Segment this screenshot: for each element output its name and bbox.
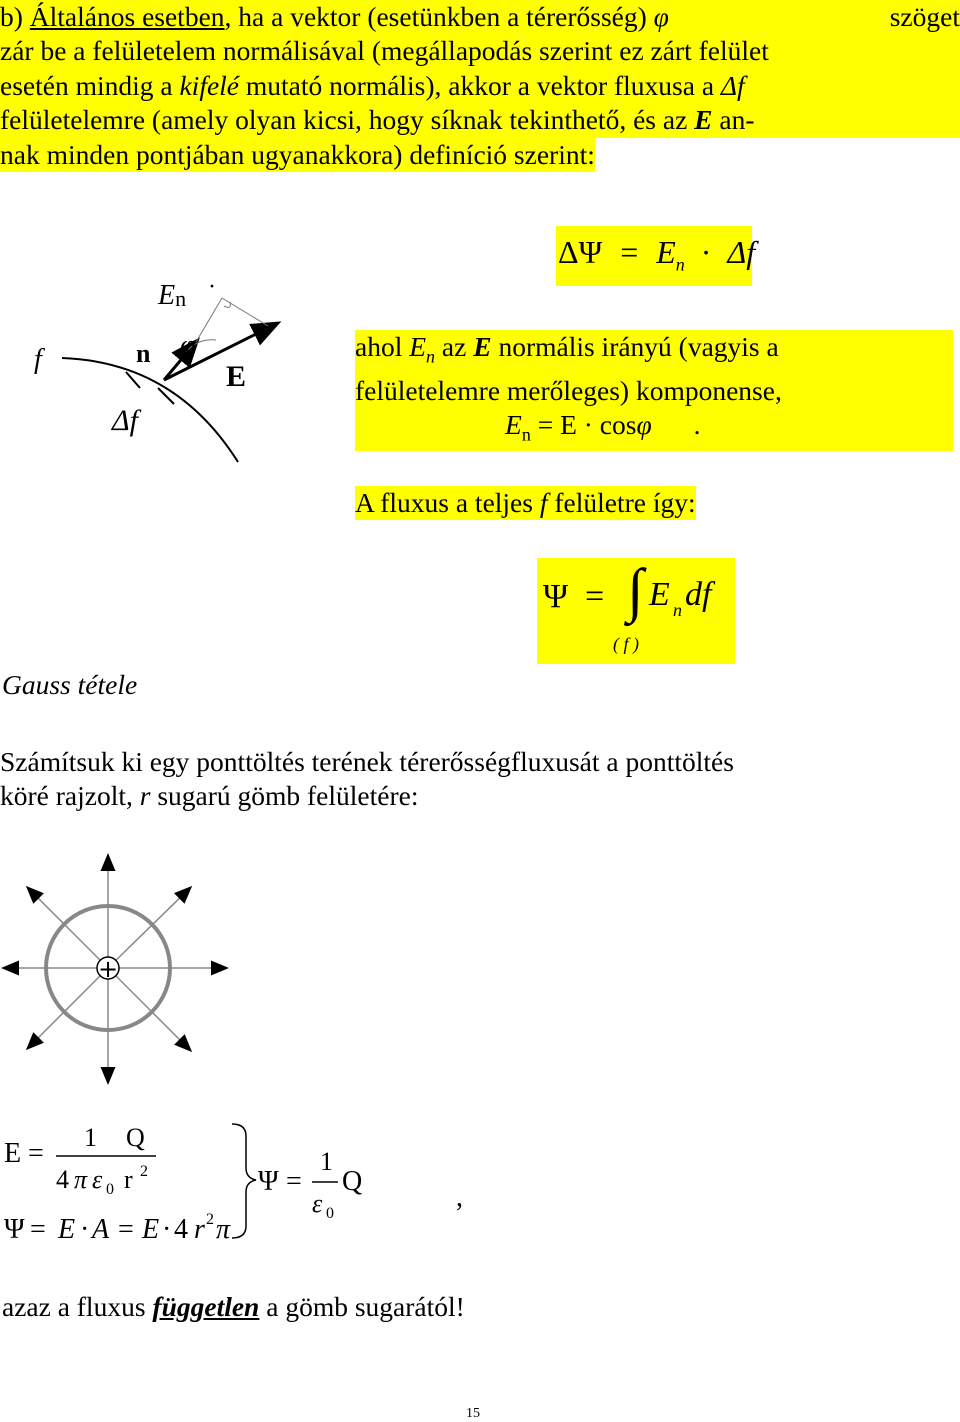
label-e: E <box>226 360 247 393</box>
label-dot: · <box>208 274 216 300</box>
ahol-line-1: ahol $E_n$ az E normális irányú (vagyis a <box>355 330 953 374</box>
gauss-title: Gauss tétele <box>2 669 138 700</box>
label-en: En <box>158 280 187 311</box>
svg-text:Ψ: Ψ <box>4 1214 25 1245</box>
svg-text:4: 4 <box>174 1214 188 1245</box>
svg-text:A: A <box>92 1214 110 1245</box>
field-line-up-left <box>28 888 108 968</box>
normal-extension-line <box>196 298 222 342</box>
sphere-line-1: Számítsuk ki egy ponttöltés terének térerősségfluxusát a ponttöltés <box>0 746 734 777</box>
ahol-paragraph <box>355 330 953 451</box>
conclusion-line: azaz a fluxus független a gömb sugarától! <box>2 1291 465 1322</box>
equation-psi-integral: Ψ = ∫ E n df ( f ) <box>537 558 735 664</box>
gauss-derivation-equations <box>0 1110 520 1250</box>
tick-mark-2 <box>158 388 174 404</box>
svg-text:0: 0 <box>106 1181 114 1198</box>
svg-text:E: E <box>58 1214 76 1245</box>
intro-paragraph <box>0 0 960 172</box>
svg-text:E: E <box>4 1138 22 1169</box>
ahol-line-3: $E_n = E \cdot \cos\varphi$ . <box>355 408 953 452</box>
svg-text:0: 0 <box>326 1205 334 1222</box>
svg-text:ε: ε <box>312 1189 323 1218</box>
intro-line-3: esetén mindig a kifelé mutató normális), akkor a vektor fluxusa a Δf <box>0 69 960 103</box>
svg-text:·: · <box>80 1214 90 1245</box>
surface-element-diagram <box>0 250 340 480</box>
svg-text:Q: Q <box>126 1123 145 1152</box>
svg-text:Q: Q <box>342 1166 363 1197</box>
label-n: n <box>136 339 151 368</box>
svg-text:=: = <box>286 1166 302 1197</box>
svg-text:π: π <box>216 1214 231 1245</box>
label-delta-f: Δf <box>112 404 138 437</box>
svg-text:ε: ε <box>92 1165 103 1194</box>
svg-text:1: 1 <box>84 1123 97 1152</box>
svg-text:·: · <box>162 1214 172 1245</box>
sphere-paragraph <box>0 745 960 813</box>
svg-text:Ψ: Ψ <box>258 1166 279 1197</box>
field-line-up-right <box>108 888 190 968</box>
svg-text:=: = <box>118 1214 134 1245</box>
svg-text:π: π <box>74 1165 88 1194</box>
svg-text:2: 2 <box>206 1211 214 1228</box>
point-charge-diagram <box>0 850 240 1090</box>
integral-sign: ∫ <box>627 557 644 623</box>
svg-text:2: 2 <box>140 1163 148 1180</box>
intro-line-5: nak minden pontjában ugyanakkora) definíció szerint: <box>0 138 595 172</box>
intro-line-4: felületelemre (amely olyan kicsi, hogy síknak tekinthető, és az E an- <box>0 103 960 137</box>
label-f: f <box>34 344 42 375</box>
page-number: 15 <box>466 1406 480 1421</box>
svg-text:=: = <box>28 1138 44 1169</box>
projection-line <box>222 298 268 326</box>
plus-sign: + <box>97 955 119 983</box>
sphere-line-2: köré rajzolt, r sugarú gömb felületére: <box>0 780 419 811</box>
surface-curve <box>62 358 238 462</box>
equation-delta-psi: $\Delta\Psi = E_n \cdot \Delta f$ <box>556 226 752 286</box>
ahol-line-2: felületelemre merőleges) komponense, <box>355 374 953 408</box>
svg-text:=: = <box>30 1214 46 1245</box>
svg-text:4: 4 <box>56 1165 69 1194</box>
svg-text:E: E <box>142 1214 160 1245</box>
field-line-down-right <box>108 968 190 1050</box>
label-phi: φ <box>180 330 196 361</box>
svg-text:r: r <box>124 1165 133 1194</box>
svg-text:1: 1 <box>320 1147 333 1176</box>
field-line-down-left <box>28 968 108 1048</box>
intro-line-2: zár be a felületelem normálisával (megállapodás szerint ez zárt felület <box>0 34 960 68</box>
svg-text:,: , <box>456 1182 463 1213</box>
svg-text:r: r <box>194 1214 205 1245</box>
flux-total-line: A fluxus a teljes f felületre így: <box>355 487 696 518</box>
intro-line-1: b) Általános esetben, ha a vektor (esetünkben a térerősség) φ szöget <box>0 0 960 34</box>
